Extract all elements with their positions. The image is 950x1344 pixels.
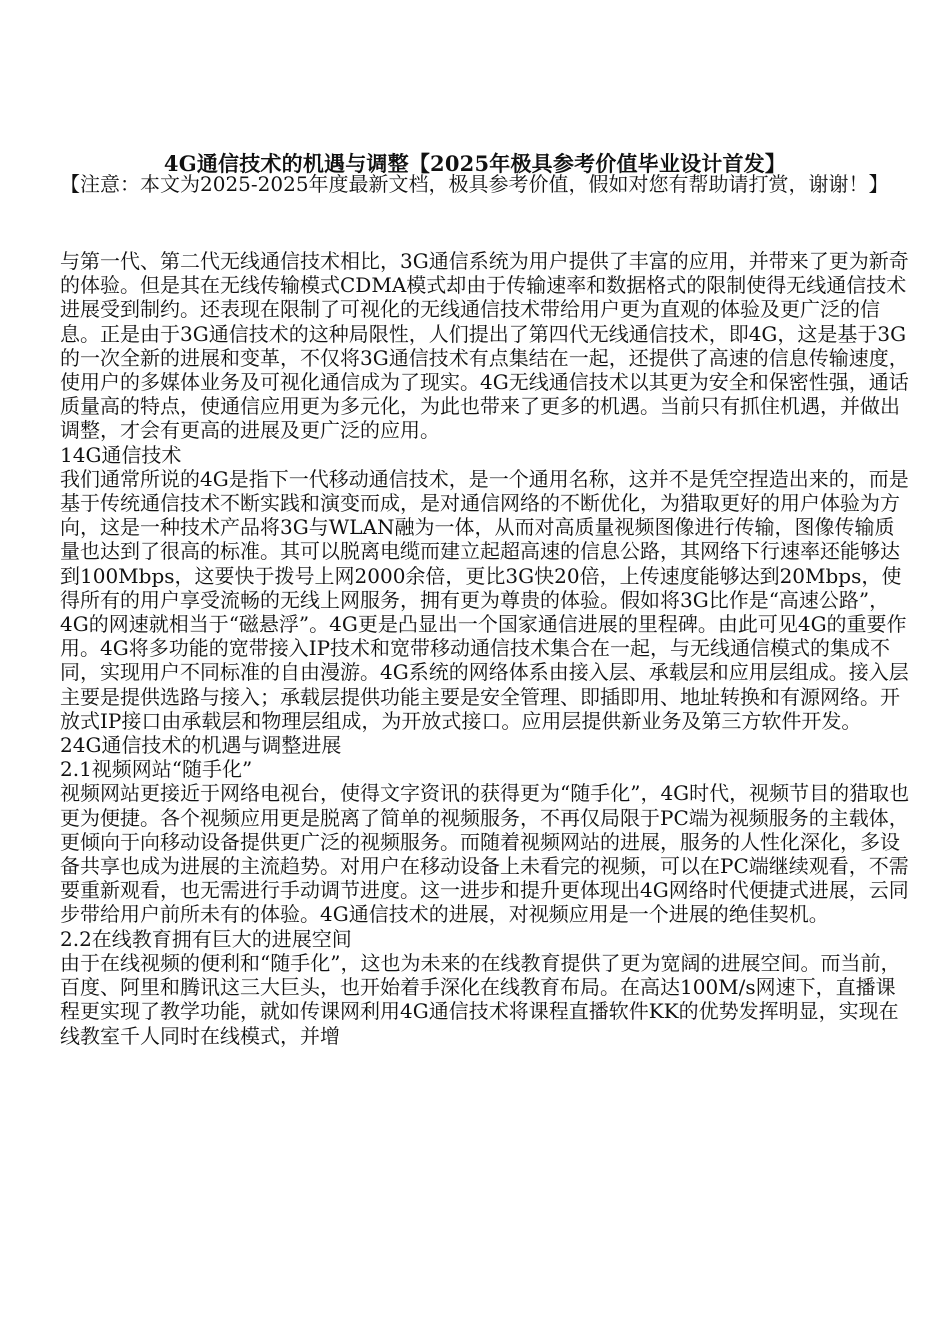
subsection-2-1-heading: 2.1视频网站“随手化” bbox=[60, 757, 253, 782]
intro-paragraph: 与第一代、第二代无线通信技术相比，3G通信系统为用户提供了丰富的应用，并带来了更为新奇的体验。但是其在无线传输模式CDMA模式却由于传输速率和数据格式的限制使得无线通信技术进展受到制约。还表现在限制了可视化的无线通信技术带给用户更为直观的体验及更广泛的信息。正是由于3G通信技术的这种局限性，人们提出了第四代无线通信技术，即4G，这是基于3G的一次全新的进展和变革，不仅将3G通信技术有点集结在一起，还提供了高速的信息传输速度，使用户的多媒体业务及可视化通信成为了现实。4G无线通信技术以其更为安全和保密性强，通话质量高的特点，使通信应用更为多元化，为此也带来了更多的机遇。当前只有抓住机遇，并做出调整，才会有更高的进展及更广泛的应用。 bbox=[60, 249, 909, 443]
subsection-2-2-heading: 2.2在线教育拥有巨大的进展空间 bbox=[60, 926, 352, 951]
section-1-paragraph: 我们通常所说的4G是指下一代移动通信技术，是一个通用名称，这并不是凭空捏造出来的，而是基于传统通信技术不断实践和演变而成，是对通信网络的不断优化，为猎取更好的用户体验为方向，这是一种技术产品将3G与WLAN融为一体，从而对高质量视频图像进行传输，图像传输质量也达到了很高的标准。其可以脱离电缆而建立起超高速的信息公路，其网络下行速率还能够达到100Mbps，这要快于拨号上网2000余倍，更比3G快20倍，上传速度能够达到20Mbps，使得所有的用户享受流畅的无线上网服务，拥有更为尊贵的体验。假如将3G比作是“高速公路”，4G的网速就相当于“磁悬浮”。4G更是凸显出一个国家通信进展的里程碑。由此可见4G的重要作用。4G将多功能的宽带接入IP技术和宽带移动通信技术集合在一起，与无线通信模式的集成不同，实现用户不同标准的自由漫游。4G系统的网络体系由接入层、承载层和应用层组成。接入层主要是提供选路与接入；承载层提供功能主要是安全管理、即插即用、地址转换和有源网络。开放式IP接口由承载层和物理层组成，为开放式接口。应用层提供新业务及第三方软件开发。 bbox=[60, 466, 909, 733]
notice-text: 【注意：本文为2025-2025年度最新文档，极具参考价值，假如对您有帮助请打赏，谢谢！】 bbox=[60, 172, 889, 196]
section-2-heading: 24G通信技术的机遇与调整进展 bbox=[60, 733, 342, 758]
document-body bbox=[60, 249, 910, 1048]
subsection-2-2-paragraph: 由于在线视频的便利和“随手化”，这也为未来的在线教育提供了更为宽阔的进展空间。而当前，百度、阿里和腾讯这三大巨头，也开始着手深化在线教育布局。在高达100M/s网速下，直播课程更实现了教学功能，就如传课网利用4G通信技术将课程直播软件KK的优势发挥明显，实现在线教室千人同时在线模式，并增 bbox=[60, 950, 901, 1048]
subsection-2-1-paragraph: 视频网站更接近于网络电视台，使得文字资讯的获得更为“随手化”，4G时代，视频节目的猎取也更为便捷。各个视频应用更是脱离了简单的视频服务，不再仅局限于PC端为视频服务的主载体，更倾向于向移动设备提供更广泛的视频服务。而随着视频网站的进展，服务的人性化深化，多设备共享也成为进展的主流趋势。对用户在移动设备上未看完的视频，可以在PC端继续观看，不需要重新观看，也无需进行手动调节进度。这一进步和提升更体现出4G网络时代便捷式进展，云同步带给用户前所未有的体验。4G通信技术的进展，对视频应用是一个进展的绝佳契机。 bbox=[60, 781, 910, 927]
section-1-heading: 14G通信技术 bbox=[60, 442, 182, 467]
document-title: 4G通信技术的机遇与调整【2025年极具参考价值毕业设计首发】 bbox=[163, 151, 787, 177]
